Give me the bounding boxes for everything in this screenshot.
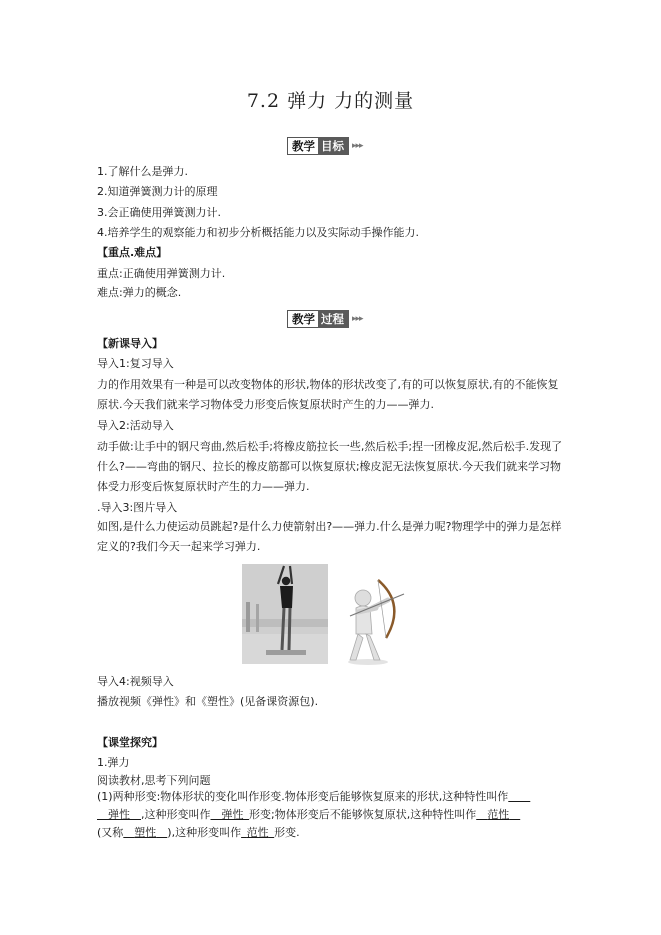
difficulty-point: 难点:弹力的概念. [97, 286, 182, 299]
arrow-icon: ▸▸▸ [352, 141, 363, 151]
archer-figure-icon [328, 576, 408, 666]
intro2-body: 动手做:让手中的钢尺弯曲,然后松手;将橡皮筋拉长一些,然后松手;捏一团橡皮泥,然后松手.发现了什么?——弯曲的钢尺、拉长的橡皮筋都可以恢复原状;橡皮泥无法恢复原状.今天我们就来学习物体受力形变后恢复原状时产生的力——弹力. [97, 440, 563, 493]
gymnast-photo [242, 564, 328, 664]
banner-left-text: 教学 [287, 137, 318, 155]
intro1-body: 力的作用效果有一种是可以改变物体的形状,物体的形状改变了,有的可以恢复原状,有的不能恢复原状.今天我们就来学习物体受力形变后恢复原状时产生的力——弹力. [97, 378, 559, 411]
key-difficulty-header: 【重点.难点】 [97, 246, 168, 259]
section1-read: 阅读教材,思考下列问题 [97, 774, 211, 787]
page-title: 7.2 弹力 力的测量 [246, 90, 415, 112]
q1-text: (又称 [97, 826, 124, 839]
q1-blank: 范性 [246, 826, 269, 839]
banner-right-text: 目标 [318, 137, 349, 155]
goal-item: 2.知道弹簧测力计的原理 [97, 185, 218, 198]
arrow-icon: ▸▸▸ [352, 314, 363, 324]
goal-item: 1.了解什么是弹力. [97, 165, 188, 178]
teaching-process-banner [287, 310, 363, 328]
q1-blank: 弹性 [108, 808, 130, 821]
goal-item: 3.会正确使用弹簧测力计. [97, 206, 221, 219]
intro4-body: 播放视频《弹性》和《塑性》(见备课资源包). [97, 695, 319, 708]
q1-text: ),这种形变叫作 [167, 826, 242, 839]
q1-blank: 弹性 [221, 808, 244, 821]
key-point: 重点:正确使用弹簧测力计. [97, 267, 226, 280]
intro1-title: 导入1:复习导入 [97, 357, 174, 370]
q1-text: ,这种形变叫作 [141, 808, 211, 821]
goal-item: 4.培养学生的观察能力和初步分析概括能力以及实际动手操作能力. [97, 226, 419, 239]
question-1 [97, 788, 563, 842]
banner-left-text: 教学 [287, 310, 318, 328]
q1-text: 形变. [274, 826, 300, 839]
q1-text: (1)两种形变:物体形状的变化叫作形变.物体形变后能够恢复原来的形状,这种特性叫作 [97, 790, 509, 803]
banner-right-text: 过程 [318, 310, 349, 328]
q1-blank: 范性 [487, 808, 510, 821]
q1-text: 形变;物体形变后不能够恢复原状,这种特性叫作 [249, 808, 477, 821]
intro3-body: 如图,是什么力使运动员跳起?是什么力使箭射出?——弹力.什么是弹力呢?物理学中的弹力是怎样定义的?我们今天一起来学习弹力. [97, 520, 562, 553]
section1-title: 1.弹力 [97, 756, 130, 769]
q1-blank: 塑性 [134, 826, 157, 839]
q1-blank [508, 790, 530, 803]
explore-header: 【课堂探究】 [97, 736, 163, 749]
teaching-goals-banner [287, 137, 363, 155]
gymnast-figure-icon [242, 564, 328, 664]
archer-illustration [328, 576, 408, 666]
intro3-title: .导入3:图片导入 [97, 501, 178, 514]
intro4-title: 导入4:视频导入 [97, 675, 174, 688]
new-lesson-header: 【新课导入】 [97, 337, 163, 350]
intro2-title: 导入2:活动导入 [97, 419, 174, 432]
